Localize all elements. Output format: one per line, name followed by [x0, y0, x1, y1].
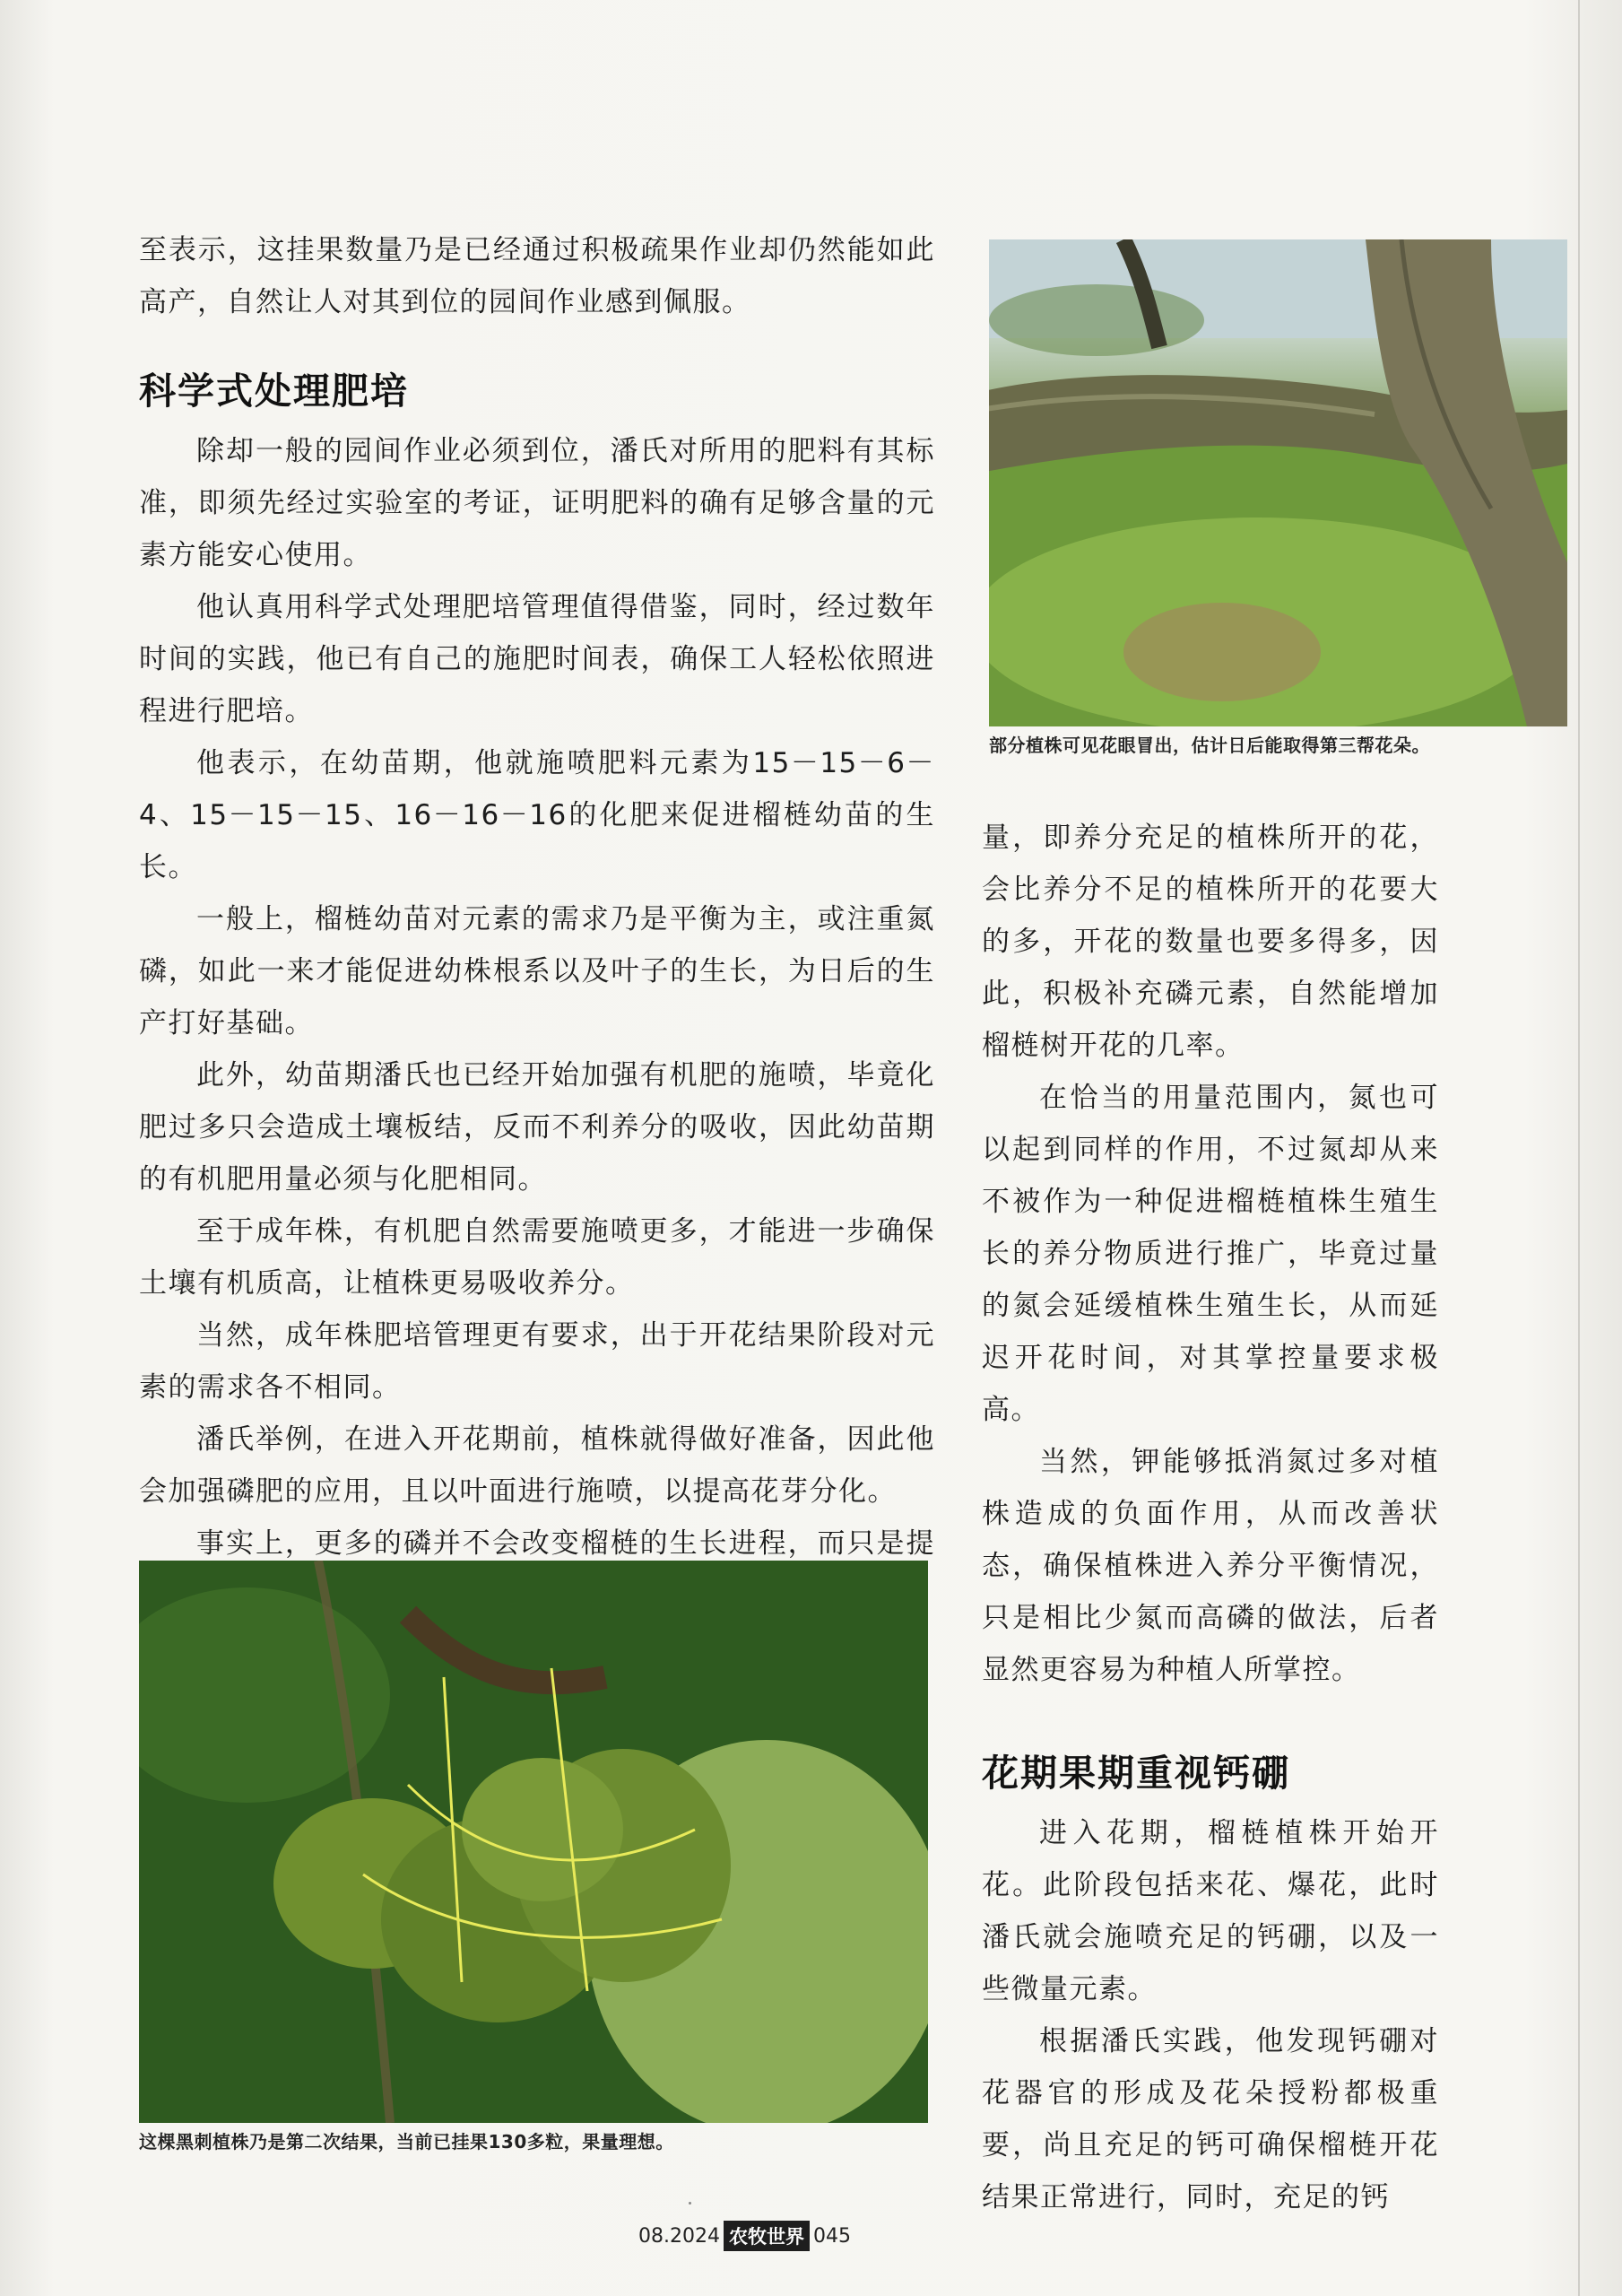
right-column — [982, 812, 1439, 2223]
paragraph: 进入花期，榴梿植株开始开花。此阶段包括来花、爆花，此时潘氏就会施喷充足的钙硼，以及一些微量元素。 — [982, 1817, 1439, 2005]
paragraph: 此外，幼苗期潘氏也已经开始加强有机肥的施喷，毕竟化肥过多只会造成土壤板结，反而不利养分的吸收，因此幼苗期的有机肥用量必须与化肥相同。 — [139, 1059, 935, 1196]
paragraph: 在恰当的用量范围内，氮也可以起到同样的作用，不过氮却从来不被作为一种促进榴梿植株生殖生长的养分物质进行推广，毕竟过量的氮会延缓植株生殖生长，从而延迟开花时间，对其掌控量要求极高。 — [982, 1082, 1439, 1426]
paragraph: 当然，成年株肥培管理更有要求，出于开花结果阶段对元素的需求各不相同。 — [139, 1319, 935, 1404]
paragraph: 他表示，在幼苗期，他就施喷肥料元素为15－15－6－4、15－15－15、16－16－16的化肥来促进榴梿幼苗的生长。 — [139, 747, 935, 883]
section-heading-fertilizer: 科学式处理肥培 — [139, 370, 409, 413]
magazine-name: 农牧世界 — [724, 2221, 810, 2251]
issue-date: 08.2024 — [638, 2224, 720, 2248]
page-edge — [1578, 0, 1580, 2296]
photo-durian-branch — [989, 239, 1567, 726]
paragraph: 至于成年株，有机肥自然需要施喷更多，才能进一步确保土壤有机质高，让植株更易吸收养分。 — [139, 1215, 935, 1300]
paragraph: 当然，钾能够抵消氮过多对植株造成的负面作用，从而改善状态，确保植株进入养分平衡情况，只是相比少氮而高磷的做法，后者显然更容易为种植人所掌控。 — [982, 1446, 1439, 1686]
paragraph: 除却一般的园间作业必须到位，潘氏对所用的肥料有其标准，即须先经过实验室的考证，证明肥料的确有足够含量的元素方能安心使用。 — [139, 435, 935, 571]
page-number: 045 — [812, 2224, 851, 2248]
paragraph: 潘氏举例，在进入开花期前，植株就得做好准备，因此他会加强磷肥的应用，且以叶面进行施喷，以提高花芽分化。 — [139, 1423, 935, 1508]
decorative-dot — [689, 2202, 691, 2205]
section-heading-flowering: 花期果期重视钙硼 — [982, 1752, 1290, 1795]
left-column — [139, 224, 935, 1622]
photo-hanging-durians — [139, 1561, 928, 2123]
page-footer — [638, 2221, 851, 2251]
branch-illustration — [989, 239, 1567, 726]
paragraph: 量，即养分充足的植株所开的花，会比养分不足的植株所开的花要大的多，开花的数量也要多得多，因此，积极补充磷元素，自然能增加榴梿树开花的几率。 — [982, 822, 1439, 1062]
caption-durian-photo: 这棵黑刺植株乃是第二次结果，当前已挂果130多粒，果量理想。 — [139, 2131, 674, 2152]
durian-illustration — [139, 1561, 928, 2123]
paragraph: 根据潘氏实践，他发现钙硼对花器官的形成及花朵授粉都极重要，尚且充足的钙可确保榴梿开花结果正常进行，同时，充足的钙 — [982, 2025, 1439, 2213]
paragraph: 事实上，更多的磷并不会改变榴梿的生长进程，而只是提 — [196, 1527, 935, 1560]
paragraph: 他认真用科学式处理肥培管理值得借鉴，同时，经过数年时间的实践，他已有自己的施肥时间表，确保工人轻松依照进程进行肥培。 — [139, 591, 935, 727]
paragraph: 一般上，榴梿幼苗对元素的需求乃是平衡为主，或注重氮磷，如此一来才能促进幼株根系以及叶子的生长，为日后的生产打好基础。 — [139, 903, 935, 1039]
caption-branch-photo: 部分植株可见花眼冒出，估计日后能取得第三帮花朵。 — [989, 735, 1430, 756]
intro-paragraph: 至表示，这挂果数量乃是已经通过积极疏果作业却仍然能如此高产，自然让人对其到位的园间作业感到佩服。 — [139, 234, 935, 318]
